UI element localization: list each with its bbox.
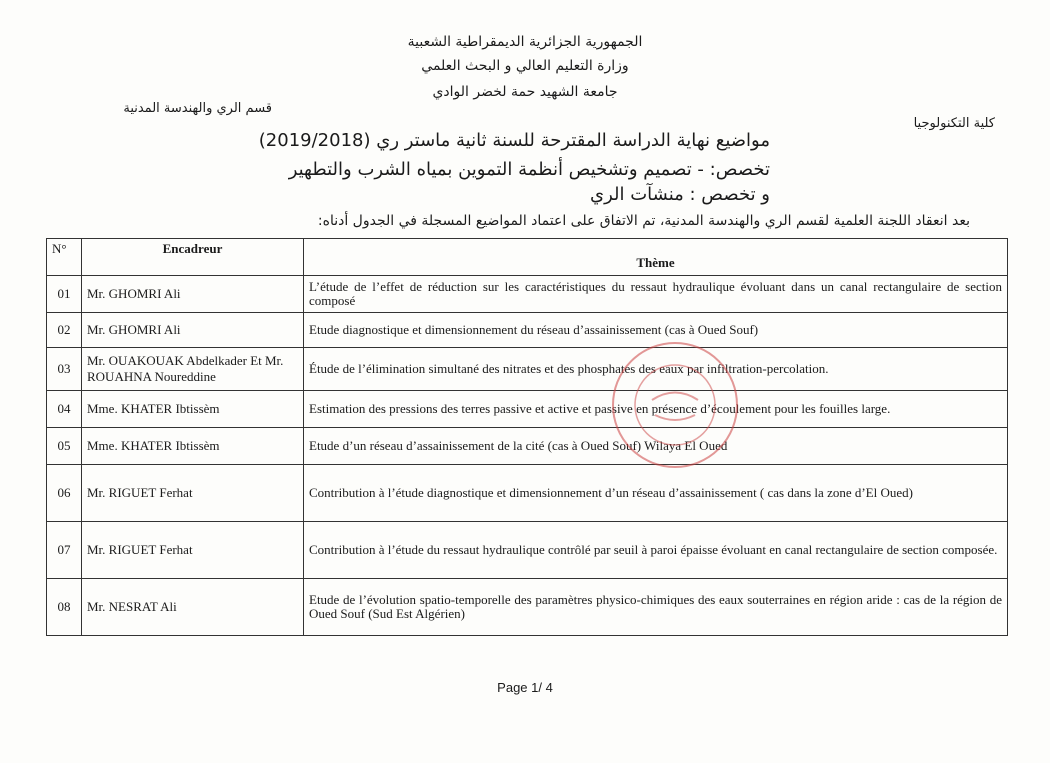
row-supervisor: Mr. RIGUET Ferhat (82, 465, 304, 522)
page-number: Page 1/ 4 (497, 680, 553, 695)
row-num: 04 (47, 391, 82, 428)
row-num: 03 (47, 348, 82, 391)
row-supervisor: Mr. OUAKOUAK Abdelkader Et Mr. ROUAHNA Noureddine (82, 348, 304, 391)
table-row (47, 522, 1008, 579)
row-num: 06 (47, 465, 82, 522)
intro-text: بعد انعقاد اللجنة العلمية لقسم الري والهندسة المدنية، تم الاتفاق على اعتماد المواضيع المسجلة في الجدول أدناه: (317, 213, 970, 229)
header-theme: Thème (304, 239, 1008, 276)
table-row (47, 391, 1008, 428)
table-row (47, 313, 1008, 348)
row-theme: Estimation des pressions des terres passive et active et passive en présence d’écoulement pour les fouilles large. (304, 391, 1008, 428)
table-row (47, 465, 1008, 522)
topics-table (46, 238, 1008, 636)
row-num: 07 (47, 522, 82, 579)
header-republic: الجمهورية الجزائرية الديمقراطية الشعبية (407, 34, 643, 50)
header-num: N° (47, 239, 82, 276)
row-theme: Contribution à l’étude diagnostique et dimensionnement d’un réseau d’assainissement ( cas dans la zone d’El Oued) (304, 465, 1008, 522)
table-row (47, 348, 1008, 391)
doc-title: مواضيع نهاية الدراسة المقترحة للسنة ثانية ماستر ري (2019/2018) (258, 130, 770, 151)
row-supervisor: Mr. NESRAT Ali (82, 579, 304, 636)
row-num: 08 (47, 579, 82, 636)
row-supervisor: Mr. GHOMRI Ali (82, 276, 304, 313)
table-row (47, 428, 1008, 465)
row-num: 05 (47, 428, 82, 465)
row-supervisor: Mme. KHATER Ibtissèm (82, 391, 304, 428)
header-ministry: وزارة التعليم العالي و البحث العلمي (421, 58, 629, 74)
header-department: قسم الري والهندسة المدنية (123, 101, 272, 116)
header-supervisor: Encadreur (82, 239, 304, 276)
table-header-row (47, 239, 1008, 276)
row-num: 01 (47, 276, 82, 313)
row-theme: Etude d’un réseau d’assainissement de la cité (cas à Oued Souf) Wilaya El Oued (304, 428, 1008, 465)
specialty-1: تخصص: - تصميم وتشخيص أنظمة التموين بمياه الشرب والتطهير (288, 159, 770, 180)
header-university: جامعة الشهيد حمة لخضر الوادي (432, 84, 618, 100)
row-supervisor: Mr. GHOMRI Ali (82, 313, 304, 348)
table-row (47, 276, 1008, 313)
header-faculty: كلية التكنولوجيا (913, 116, 995, 131)
table-row (47, 579, 1008, 636)
row-theme: Contribution à l’étude du ressaut hydraulique contrôlé par seuil à paroi épaisse évoluant en canal rectangulaire de section composée. (304, 522, 1008, 579)
row-theme: Étude de l’élimination simultané des nitrates et des phosphates des eaux par infiltration-percolation. (304, 348, 1008, 391)
row-supervisor: Mr. RIGUET Ferhat (82, 522, 304, 579)
row-supervisor: Mme. KHATER Ibtissèm (82, 428, 304, 465)
row-theme: Etude diagnostique et dimensionnement du réseau d’assainissement (cas à Oued Souf) (304, 313, 1008, 348)
row-num: 02 (47, 313, 82, 348)
row-theme: L’étude de l’effet de réduction sur les caractéristiques du ressaut hydraulique évoluant dans un canal rectangulaire de section composé (304, 276, 1008, 313)
row-theme: Etude de l’évolution spatio-temporelle des paramètres physico-chimiques des eaux souterraines en région aride : cas de la région de Oued Souf (Sud Est Algérien) (304, 579, 1008, 636)
specialty-2: و تخصص : منشآت الري (590, 184, 770, 205)
